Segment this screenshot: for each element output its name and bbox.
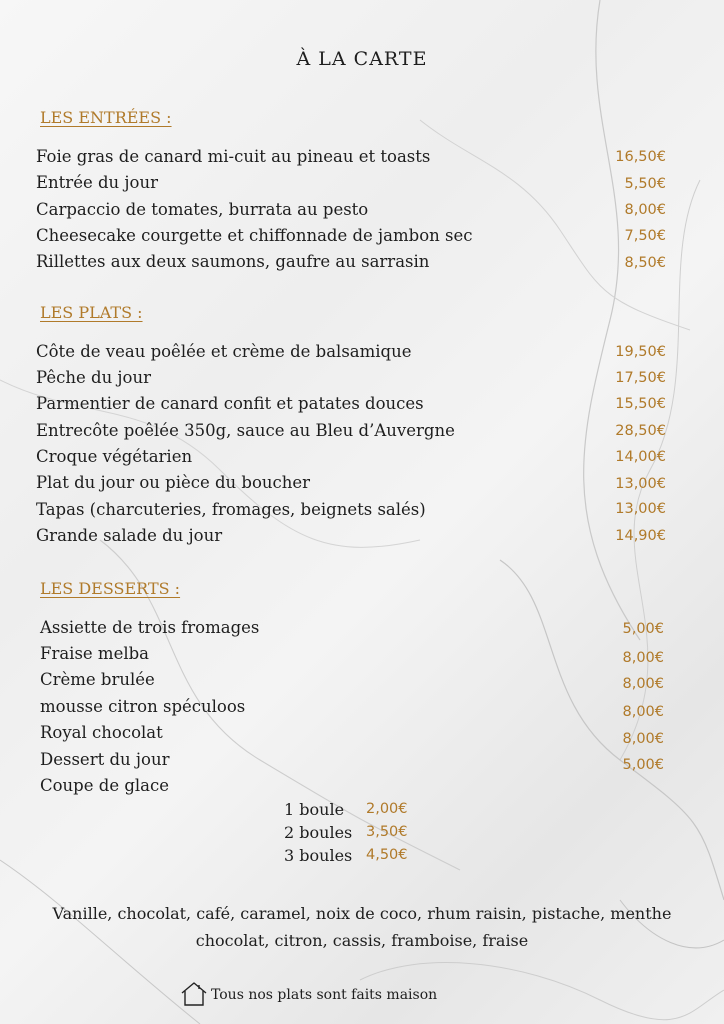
- menu-item: Crème brulée: [40, 670, 155, 689]
- scoop-price: 2,00€: [366, 801, 408, 817]
- menu-item: Fraise melba: [40, 644, 150, 663]
- menu-item-price: 8,00€: [622, 650, 664, 666]
- menu-item: Carpaccio de tomates, burrata au pesto: [36, 200, 369, 219]
- menu-item: Foie gras de canard mi-cuit au pineau et toasts: [36, 147, 431, 166]
- menu-item-price: 14,90€: [615, 528, 666, 544]
- menu-item: Assiette de trois fromages: [40, 618, 260, 637]
- menu-item: Tapas (charcuteries, fromages, beignets salés): [36, 500, 426, 519]
- menu-item-price: 8,00€: [624, 202, 666, 218]
- menu-item: Pêche du jour: [36, 368, 152, 387]
- scoop-label: 3 boules: [284, 846, 353, 865]
- menu-item-price: 19,50€: [615, 344, 666, 360]
- menu-item: Dessert du jour: [40, 750, 170, 769]
- ice-cream-flavors: [0, 900, 724, 954]
- menu-item-price: 8,00€: [622, 731, 664, 747]
- menu-item-price: 8,50€: [624, 255, 666, 271]
- flavors-line-2: chocolat, citron, cassis, framboise, fraise: [195, 931, 529, 950]
- menu-title: À LA CARTE: [296, 48, 428, 70]
- scoop-price: 3,50€: [366, 824, 408, 840]
- menu-item: Croque végétarien: [36, 447, 193, 466]
- menu-item-price: 15,50€: [615, 396, 666, 412]
- menu-item: mousse citron spéculoos: [40, 697, 246, 716]
- menu-item: Coupe de glace: [40, 776, 170, 795]
- entrees-heading: LES ENTRÉES :: [40, 108, 172, 127]
- menu-item: Rillettes aux deux saumons, gaufre au sarrasin: [36, 252, 430, 271]
- menu-item-price: 5,50€: [624, 176, 666, 192]
- menu-item: Entrecôte poêlée 350g, sauce au Bleu d’Auvergne: [36, 421, 455, 440]
- scoop-price: 4,50€: [366, 847, 408, 863]
- menu-item: Royal chocolat: [40, 723, 163, 742]
- menu-item-price: 28,50€: [615, 423, 666, 439]
- menu-item-price: 17,50€: [615, 370, 666, 386]
- menu-item-price: 13,00€: [615, 501, 666, 517]
- menu-item-price: 7,50€: [624, 228, 666, 244]
- menu-item: Entrée du jour: [36, 173, 158, 192]
- menu-item: Plat du jour ou pièce du boucher: [36, 473, 311, 492]
- desserts-heading: LES DESSERTS :: [40, 579, 181, 598]
- footer-note: Tous nos plats sont faits maison: [211, 987, 438, 1003]
- house-icon: [180, 981, 208, 1007]
- scoop-label: 1 boule: [284, 800, 345, 819]
- scoop-label: 2 boules: [284, 823, 353, 842]
- menu-item: Côte de veau poêlée et crème de balsamique: [36, 342, 412, 361]
- flavors-line-1: Vanille, chocolat, café, caramel, noix de coco, rhum raisin, pistache, menthe: [52, 904, 672, 923]
- menu-item-price: 8,00€: [622, 676, 664, 692]
- menu-item-price: 16,50€: [615, 149, 666, 165]
- plats-heading: LES PLATS :: [40, 303, 143, 322]
- menu-item-price: 5,00€: [622, 757, 664, 773]
- menu-item-price: 13,00€: [615, 476, 666, 492]
- menu-item: Cheesecake courgette et chiffonnade de jambon sec: [36, 226, 473, 245]
- menu-item-price: 14,00€: [615, 449, 666, 465]
- menu-item: Parmentier de canard confit et patates douces: [36, 394, 424, 413]
- menu-item-price: 8,00€: [622, 704, 664, 720]
- menu-item: Grande salade du jour: [36, 526, 223, 545]
- menu-item-price: 5,00€: [622, 621, 664, 637]
